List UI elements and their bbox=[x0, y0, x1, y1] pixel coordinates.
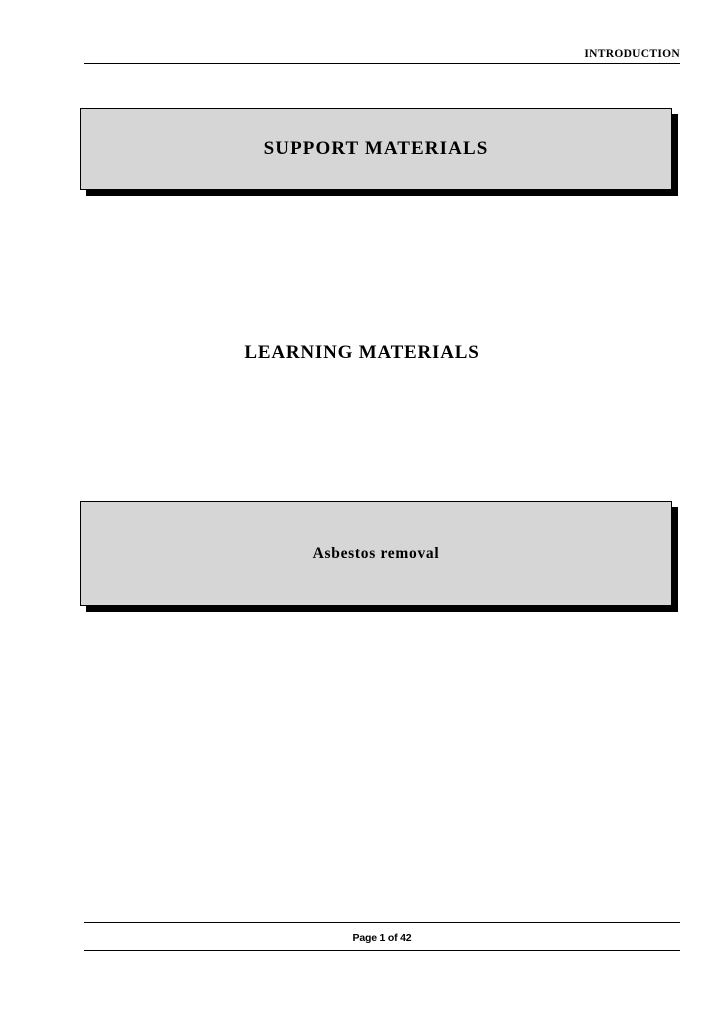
support-materials-title-box bbox=[80, 108, 672, 190]
page-header: INTRODUCTION bbox=[84, 48, 680, 64]
page-footer bbox=[84, 922, 680, 951]
page-number-text: Page 1 of 42 bbox=[352, 932, 412, 944]
learning-materials-heading: LEARNING MATERIALS bbox=[244, 342, 480, 363]
asbestos-removal-subject-box bbox=[80, 501, 672, 606]
asbestos-removal-subject-text: Asbestos removal bbox=[312, 544, 440, 562]
support-materials-title-text: SUPPORT MATERIALS bbox=[263, 138, 489, 159]
